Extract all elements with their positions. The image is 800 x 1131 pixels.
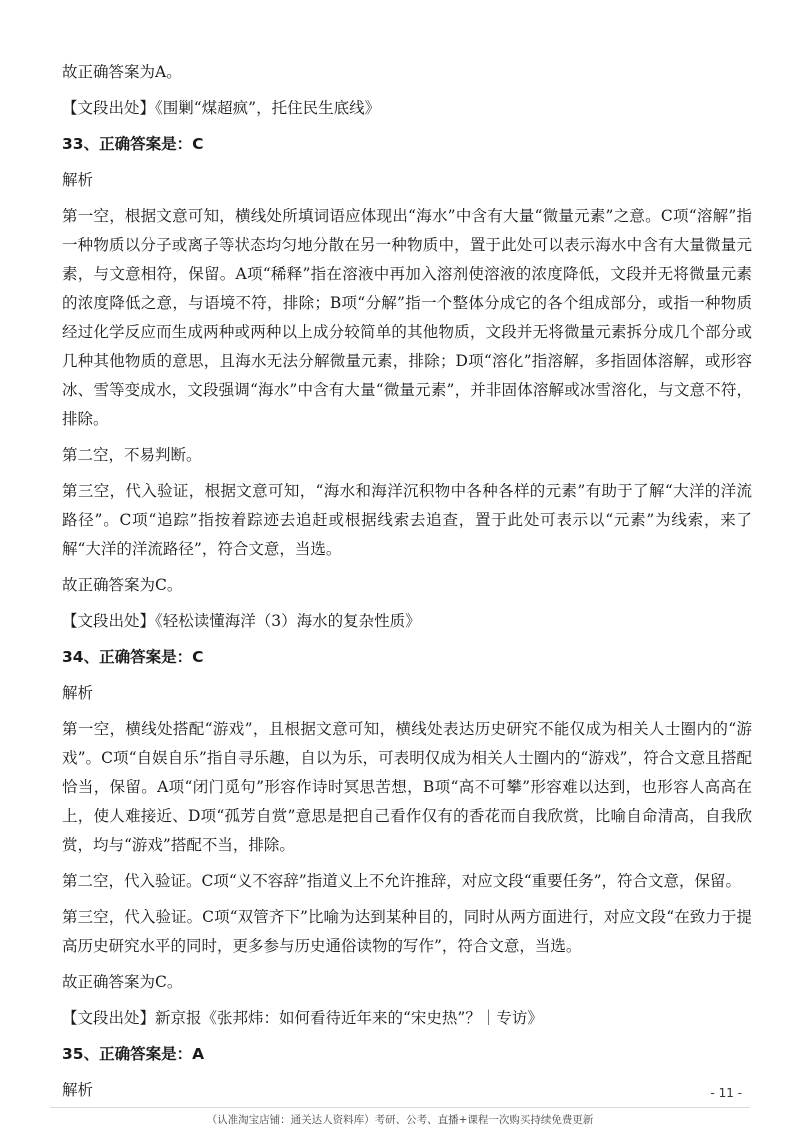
analysis-blank2-33: 第二空，不易判断。 [62,446,202,464]
source-citation-33: 【文段出处】《轻松读懂海洋（3）海水的复杂性质》 [62,612,421,630]
analysis-blank2-34: 第二空，代入验证。C项“义不容辞”指道义上不允许推辞，对应文段“重要任务”，符合文意，保留。 [62,872,742,890]
footer-divider [50,1107,750,1108]
source-citation-32: 【文段出处】《围剿“煤超疯”，托住民生底线》 [62,99,381,117]
page-number: - 11 - [710,1086,742,1100]
analysis-label-34: 解析 [62,684,94,702]
analysis-blank1-34: 第一空，横线处搭配“游戏”，且根据文意可知，横线处表达历史研究不能仅成为相关人士圈内的“游戏”。C项“自娱自乐”指自寻乐趣，自以为乐，可表明仅成为相关人士圈内的“游戏”，符合文意且搭配恰当，保留。A项“闭门觅句”形容作诗时冥思苦想，B项“高不可攀”形容难以达到，也形容人高高在上，使人难接近、D项“孤芳自赏”意思是把自己看作仅有的香花而自我欣赏，比喻自命清高，自我欣赏，均与“游戏”搭配不当，排除。 [62,720,752,854]
analysis-blank3-33: 第三空，代入验证，根据文意可知，“海水和海洋沉积物中各种各样的元素”有助于了解“大洋的洋流路径”。C项“追踪”指按着踪迹去追赶或根据线索去追查，置于此处可表示以“元素”为线索，来了解“大洋的洋流路径”，符合文意，当选。 [62,482,752,558]
analysis-label-33: 解析 [62,171,94,189]
analysis-blank1-33: 第一空，根据文意可知，横线处所填词语应体现出“海水”中含有大量“微量元素”之意。C项“溶解”指一种物质以分子或离子等状态均匀地分散在另一种物质中，置于此处可以表示海水中含有大量微量元素，与文意相符，保留。A项“稀释”指在溶液中再加入溶剂使溶液的浓度降低，文段并无将微量元素的浓度降低之意，与语境不符，排除；B项“分解”指一个整体分成它的各个组成部分，或指一种物质经过化学反应而生成两种或两种以上成分较简单的其他物质，文段并无将微量元素拆分成几个部分或几种其他物质的意思，且海水无法分解微量元素，排除；D项“溶化”指溶解，多指固体溶解，或形容冰、雪等变成水，文段强调“海水”中含有大量“微量元素”，并非固体溶解或冰雪溶化，与文意不符，排除。 [62,207,752,428]
page-content [62,58,752,1112]
question-heading-34: 34、正确答案是：C [62,648,204,666]
page-footer: （认准淘宝店铺：通关达人资料库）考研、公考、直播+课程一次购买持续免费更新 [206,1114,594,1126]
question-heading-35: 35、正确答案是：A [62,1045,205,1063]
answer-conclusion-33: 故正确答案为C。 [62,576,183,594]
answer-conclusion-32: 故正确答案为A。 [62,63,182,81]
analysis-label-35: 解析 [62,1081,94,1099]
question-heading-33: 33、正确答案是：C [62,135,204,153]
source-citation-34: 【文段出处】新京报《张邦炜：如何看待近年来的“宋史热”？｜专访》 [62,1009,543,1027]
analysis-blank3-34: 第三空，代入验证。C项“双管齐下”比喻为达到某种目的，同时从两方面进行，对应文段“在致力于提高历史研究水平的同时，更多参与历史通俗读物的写作”，符合文意，当选。 [62,908,752,955]
answer-conclusion-34: 故正确答案为C。 [62,973,183,991]
